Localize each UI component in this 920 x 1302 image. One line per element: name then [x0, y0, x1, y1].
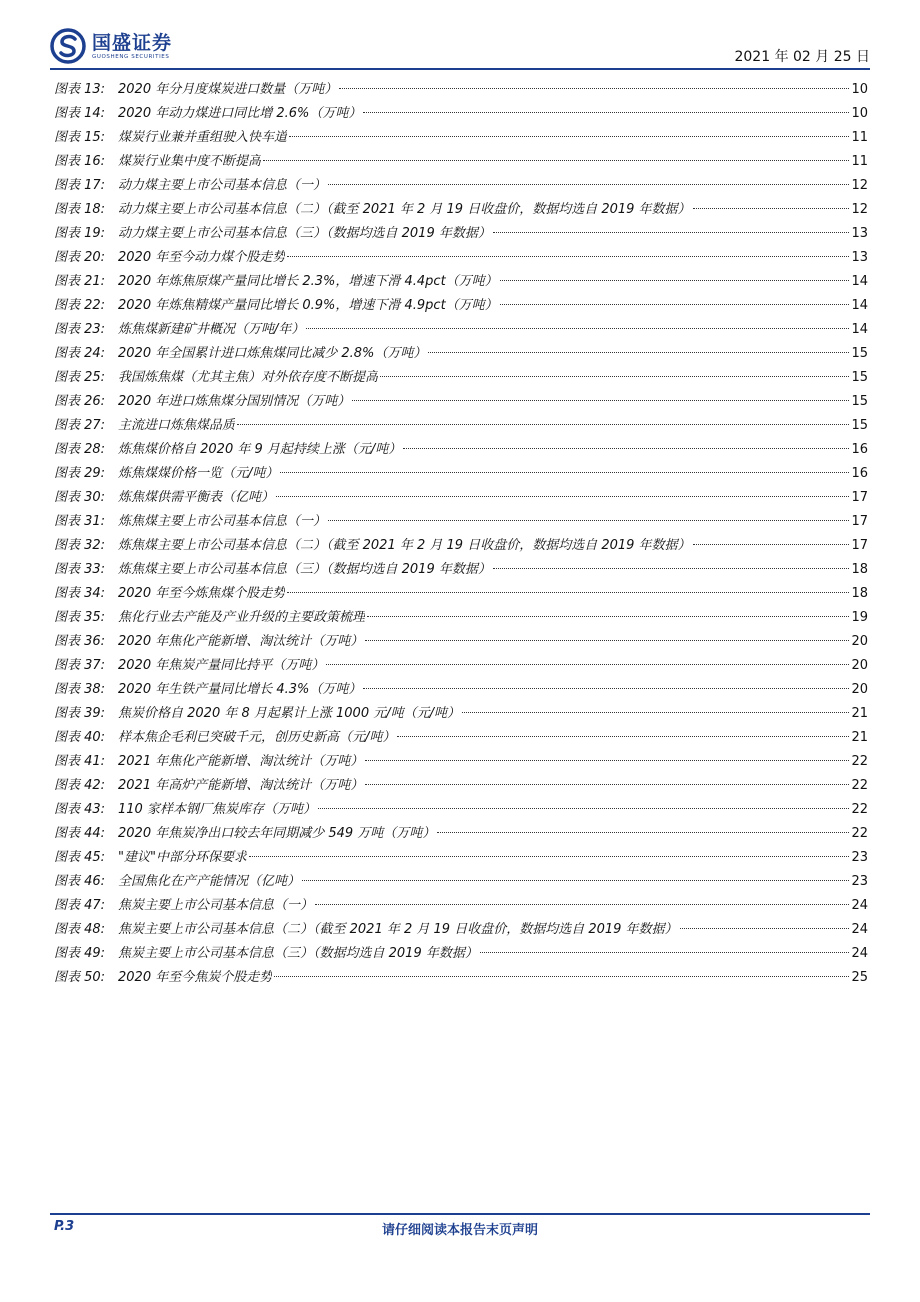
toc-entry-title: 2020 年动力煤进口同比增 2.6%（万吨）: [118, 106, 362, 121]
toc-entry-title: 2020 年至今焦炭个股走势: [118, 970, 273, 985]
toc-entry-title: 2020 年至今动力煤个股走势: [118, 250, 286, 265]
toc-dot-leader: [328, 184, 849, 185]
toc-dot-leader: [280, 472, 849, 473]
toc-entry-page: 22: [851, 802, 868, 817]
toc-dot-leader: [397, 736, 849, 737]
toc-entry[interactable]: [54, 150, 868, 174]
toc-entry-title: 110 家样本钢厂焦炭库存（万吨）: [118, 802, 316, 817]
toc-entry-page: 12: [851, 202, 868, 217]
toc-entry-title: 2020 年全国累计进口炼焦煤同比减少 2.8%（万吨）: [118, 346, 427, 361]
figure-index-list: [54, 78, 868, 990]
toc-entry-label: 图表 38:: [54, 682, 106, 697]
toc-entry-label: 图表 49:: [54, 946, 106, 961]
guosheng-logo-icon: [50, 28, 86, 64]
toc-entry[interactable]: [54, 246, 868, 270]
toc-entry-label: 图表 27:: [54, 418, 106, 433]
toc-dot-leader: [403, 448, 849, 449]
toc-entry-title: 焦化行业去产能及产业升级的主要政策梳理: [118, 610, 366, 625]
toc-entry[interactable]: [54, 894, 868, 918]
toc-entry-title: 炼焦煤主要上市公司基本信息（二）（截至 2021 年 2 月 19 日收盘价，数据均选自 2019 年数据）: [118, 538, 691, 553]
toc-entry-label: 图表 44:: [54, 826, 106, 841]
toc-entry-label: 图表 35:: [54, 610, 106, 625]
toc-entry-title: 煤炭行业集中度不断提高: [118, 154, 262, 169]
toc-entry-page: 23: [851, 850, 868, 865]
toc-entry-page: 24: [851, 946, 868, 961]
toc-entry-page: 16: [851, 442, 868, 457]
toc-entry[interactable]: [54, 702, 868, 726]
logo-english-name: GUOSHENG SECURITIES: [92, 53, 170, 60]
toc-entry[interactable]: [54, 294, 868, 318]
toc-entry[interactable]: [54, 126, 868, 150]
toc-entry[interactable]: [54, 318, 868, 342]
toc-entry-label: 图表 31:: [54, 514, 106, 529]
toc-entry[interactable]: [54, 342, 868, 366]
page-header: [50, 26, 870, 70]
toc-entry-label: 图表 41:: [54, 754, 106, 769]
toc-entry-title: 2020 年进口炼焦煤分国别情况（万吨）: [118, 394, 351, 409]
toc-dot-leader: [287, 592, 849, 593]
toc-dot-leader: [437, 832, 849, 833]
toc-entry-title: 焦炭主要上市公司基本信息（一）: [118, 898, 314, 913]
toc-dot-leader: [367, 616, 849, 617]
toc-dot-leader: [500, 304, 850, 305]
toc-entry-label: 图表 17:: [54, 178, 106, 193]
toc-entry-label: 图表 30:: [54, 490, 106, 505]
footer-divider: [50, 1213, 870, 1215]
toc-entry-page: 20: [851, 682, 868, 697]
toc-entry-title: 全国焦化在产产能情况（亿吨）: [118, 874, 301, 889]
toc-entry-title: 2020 年焦化产能新增、淘汰统计（万吨）: [118, 634, 364, 649]
toc-entry[interactable]: [54, 558, 868, 582]
toc-entry-title: 焦炭主要上市公司基本信息（二）（截至 2021 年 2 月 19 日收盘价，数据均选自 2019 年数据）: [118, 922, 678, 937]
toc-entry-page: 15: [851, 418, 868, 433]
report-date: 2021 年 02 月 25 日: [734, 49, 870, 65]
toc-entry-page: 14: [851, 322, 868, 337]
toc-entry-label: 图表 29:: [54, 466, 106, 481]
toc-entry[interactable]: [54, 390, 868, 414]
toc-entry-label: 图表 24:: [54, 346, 106, 361]
toc-entry-label: 图表 48:: [54, 922, 106, 937]
toc-entry-page: 13: [851, 250, 868, 265]
toc-entry[interactable]: [54, 414, 868, 438]
toc-entry[interactable]: [54, 174, 868, 198]
toc-entry-page: 15: [851, 370, 868, 385]
toc-entry-title: 2020 年焦炭净出口较去年同期减少 549 万吨（万吨）: [118, 826, 436, 841]
toc-dot-leader: [326, 664, 849, 665]
toc-entry-title: 2020 年至今炼焦煤个股走势: [118, 586, 286, 601]
toc-entry-title: 动力煤主要上市公司基本信息（一）: [118, 178, 327, 193]
toc-entry-page: 14: [851, 298, 868, 313]
toc-entry-page: 10: [851, 82, 868, 97]
toc-entry-title: 炼焦煤煤价格一览（元/吨）: [118, 466, 279, 481]
toc-entry-label: 图表 39:: [54, 706, 106, 721]
toc-entry-label: 图表 46:: [54, 874, 106, 889]
toc-entry[interactable]: [54, 102, 868, 126]
toc-entry-title: 主流进口炼焦煤品质: [118, 418, 236, 433]
toc-dot-leader: [287, 256, 849, 257]
toc-dot-leader: [352, 400, 849, 401]
toc-dot-leader: [380, 376, 849, 377]
toc-entry-label: 图表 36:: [54, 634, 106, 649]
toc-entry-label: 图表 34:: [54, 586, 106, 601]
toc-entry[interactable]: [54, 510, 868, 534]
toc-dot-leader: [680, 928, 850, 929]
toc-dot-leader: [302, 880, 849, 881]
toc-entry-title: 煤炭行业兼并重组驶入快车道: [118, 130, 288, 145]
toc-entry-label: 图表 47:: [54, 898, 106, 913]
toc-entry-title: 我国炼焦煤（尤其主焦）对外依存度不断提高: [118, 370, 379, 385]
toc-entry[interactable]: [54, 366, 868, 390]
toc-entry-page: 22: [851, 826, 868, 841]
toc-dot-leader: [263, 160, 849, 161]
toc-entry-title: 2021 年高炉产能新增、淘汰统计（万吨）: [118, 778, 364, 793]
toc-entry-label: 图表 43:: [54, 802, 106, 817]
toc-dot-leader: [315, 904, 849, 905]
toc-dot-leader: [693, 544, 850, 545]
toc-entry-title: "建议"中部分环保要求: [118, 850, 247, 865]
company-logo: [50, 28, 172, 64]
toc-dot-leader: [365, 760, 849, 761]
toc-entry-title: 焦炭价格自 2020 年 8 月起累计上涨 1000 元/吨（元/吨）: [118, 706, 460, 721]
toc-entry[interactable]: [54, 942, 868, 966]
toc-entry[interactable]: [54, 846, 868, 870]
toc-entry-page: 20: [851, 658, 868, 673]
toc-entry-page: 10: [851, 106, 868, 121]
toc-dot-leader: [328, 520, 849, 521]
toc-entry-label: 图表 13:: [54, 82, 106, 97]
toc-entry[interactable]: [54, 774, 868, 798]
toc-entry-title: 炼焦煤新建矿井概况（万吨/年）: [118, 322, 305, 337]
toc-dot-leader: [318, 808, 850, 809]
toc-entry[interactable]: [54, 870, 868, 894]
toc-entry-title: 炼焦煤主要上市公司基本信息（一）: [118, 514, 327, 529]
toc-entry-label: 图表 32:: [54, 538, 106, 553]
toc-entry-title: 焦炭主要上市公司基本信息（三）（数据均选自 2019 年数据）: [118, 946, 478, 961]
toc-entry-page: 25: [851, 970, 868, 985]
toc-dot-leader: [339, 88, 849, 89]
toc-entry[interactable]: [54, 462, 868, 486]
header-divider: [50, 68, 870, 70]
toc-entry-label: 图表 16:: [54, 154, 106, 169]
toc-entry-page: 23: [851, 874, 868, 889]
toc-entry-page: 24: [851, 898, 868, 913]
toc-dot-leader: [306, 328, 849, 329]
toc-entry-title: 2020 年焦炭产量同比持平（万吨）: [118, 658, 325, 673]
toc-entry-page: 11: [851, 154, 868, 169]
toc-entry-page: 17: [851, 538, 868, 553]
toc-entry[interactable]: [54, 222, 868, 246]
toc-entry-title: 炼焦煤供需平衡表（亿吨）: [118, 490, 275, 505]
toc-entry-page: 17: [851, 490, 868, 505]
toc-entry-page: 21: [851, 730, 868, 745]
toc-entry-page: 18: [851, 562, 868, 577]
toc-entry-title: 2020 年炼焦原煤产量同比增长 2.3%，增速下滑 4.4pct（万吨）: [118, 274, 498, 289]
toc-entry-label: 图表 14:: [54, 106, 106, 121]
toc-entry[interactable]: [54, 822, 868, 846]
toc-dot-leader: [428, 352, 849, 353]
toc-entry-label: 图表 18:: [54, 202, 106, 217]
logo-chinese-name: 国盛证券: [92, 31, 173, 54]
toc-dot-leader: [363, 688, 849, 689]
toc-entry-label: 图表 40:: [54, 730, 106, 745]
toc-entry[interactable]: [54, 726, 868, 750]
toc-entry-title: 2021 年焦化产能新增、淘汰统计（万吨）: [118, 754, 364, 769]
toc-entry-page: 19: [851, 610, 868, 625]
toc-entry[interactable]: [54, 606, 868, 630]
toc-entry-page: 15: [851, 394, 868, 409]
toc-dot-leader: [462, 712, 849, 713]
toc-entry[interactable]: [54, 438, 868, 462]
toc-entry-label: 图表 45:: [54, 850, 106, 865]
toc-entry-page: 24: [851, 922, 868, 937]
toc-dot-leader: [480, 952, 850, 953]
page-number: P.3: [54, 1219, 75, 1234]
toc-entry[interactable]: [54, 78, 868, 102]
toc-dot-leader: [249, 856, 849, 857]
toc-entry-page: 22: [851, 778, 868, 793]
toc-entry[interactable]: [54, 270, 868, 294]
toc-entry-page: 21: [851, 706, 868, 721]
toc-entry-title: 样本焦企毛利已突破千元，创历史新高（元/吨）: [118, 730, 396, 745]
toc-entry-page: 22: [851, 754, 868, 769]
toc-dot-leader: [493, 232, 850, 233]
toc-entry-page: 20: [851, 634, 868, 649]
footer-disclaimer: 请仔细阅读本报告末页声明: [381, 1223, 538, 1238]
toc-entry-label: 图表 15:: [54, 130, 106, 145]
toc-entry-page: 13: [851, 226, 868, 241]
toc-dot-leader: [237, 424, 849, 425]
toc-entry[interactable]: [54, 534, 868, 558]
toc-entry[interactable]: [54, 966, 868, 990]
toc-entry-page: 16: [851, 466, 868, 481]
toc-entry-label: 图表 20:: [54, 250, 106, 265]
toc-entry[interactable]: [54, 918, 868, 942]
toc-entry-label: 图表 22:: [54, 298, 106, 313]
toc-entry[interactable]: [54, 198, 868, 222]
toc-entry-label: 图表 50:: [54, 970, 106, 985]
toc-entry-label: 图表 21:: [54, 274, 106, 289]
toc-entry-label: 图表 23:: [54, 322, 106, 337]
toc-entry-title: 2020 年生铁产量同比增长 4.3%（万吨）: [118, 682, 362, 697]
toc-dot-leader: [365, 784, 849, 785]
toc-dot-leader: [693, 208, 850, 209]
toc-entry[interactable]: [54, 798, 868, 822]
toc-entry-label: 图表 42:: [54, 778, 106, 793]
toc-entry[interactable]: [54, 486, 868, 510]
toc-entry[interactable]: [54, 750, 868, 774]
toc-entry-page: 11: [851, 130, 868, 145]
toc-entry-page: 18: [851, 586, 868, 601]
toc-entry-page: 15: [851, 346, 868, 361]
toc-dot-leader: [274, 976, 849, 977]
toc-dot-leader: [500, 280, 850, 281]
toc-entry-title: 2020 年分月度煤炭进口数量（万吨）: [118, 82, 338, 97]
toc-entry-label: 图表 19:: [54, 226, 106, 241]
toc-entry[interactable]: [54, 678, 868, 702]
toc-dot-leader: [363, 112, 849, 113]
toc-dot-leader: [289, 136, 849, 137]
toc-entry-label: 图表 26:: [54, 394, 106, 409]
toc-entry-label: 图表 37:: [54, 658, 106, 673]
toc-entry-title: 动力煤主要上市公司基本信息（二）（截至 2021 年 2 月 19 日收盘价，数据均选自 2019 年数据）: [118, 202, 691, 217]
toc-entry[interactable]: [54, 582, 868, 606]
toc-entry-label: 图表 25:: [54, 370, 106, 385]
toc-dot-leader: [276, 496, 849, 497]
toc-entry-title: 炼焦煤主要上市公司基本信息（三）（数据均选自 2019 年数据）: [118, 562, 491, 577]
toc-entry-page: 12: [851, 178, 868, 193]
toc-entry[interactable]: [54, 630, 868, 654]
toc-entry-title: 动力煤主要上市公司基本信息（三）（数据均选自 2019 年数据）: [118, 226, 491, 241]
toc-entry-title: 2020 年炼焦精煤产量同比增长 0.9%，增速下滑 4.9pct（万吨）: [118, 298, 498, 313]
toc-dot-leader: [365, 640, 849, 641]
toc-entry-page: 17: [851, 514, 868, 529]
toc-entry-label: 图表 28:: [54, 442, 106, 457]
toc-entry-label: 图表 33:: [54, 562, 106, 577]
toc-entry[interactable]: [54, 654, 868, 678]
toc-dot-leader: [493, 568, 850, 569]
toc-entry-title: 炼焦煤价格自 2020 年 9 月起持续上涨（元/吨）: [118, 442, 402, 457]
toc-entry-page: 14: [851, 274, 868, 289]
